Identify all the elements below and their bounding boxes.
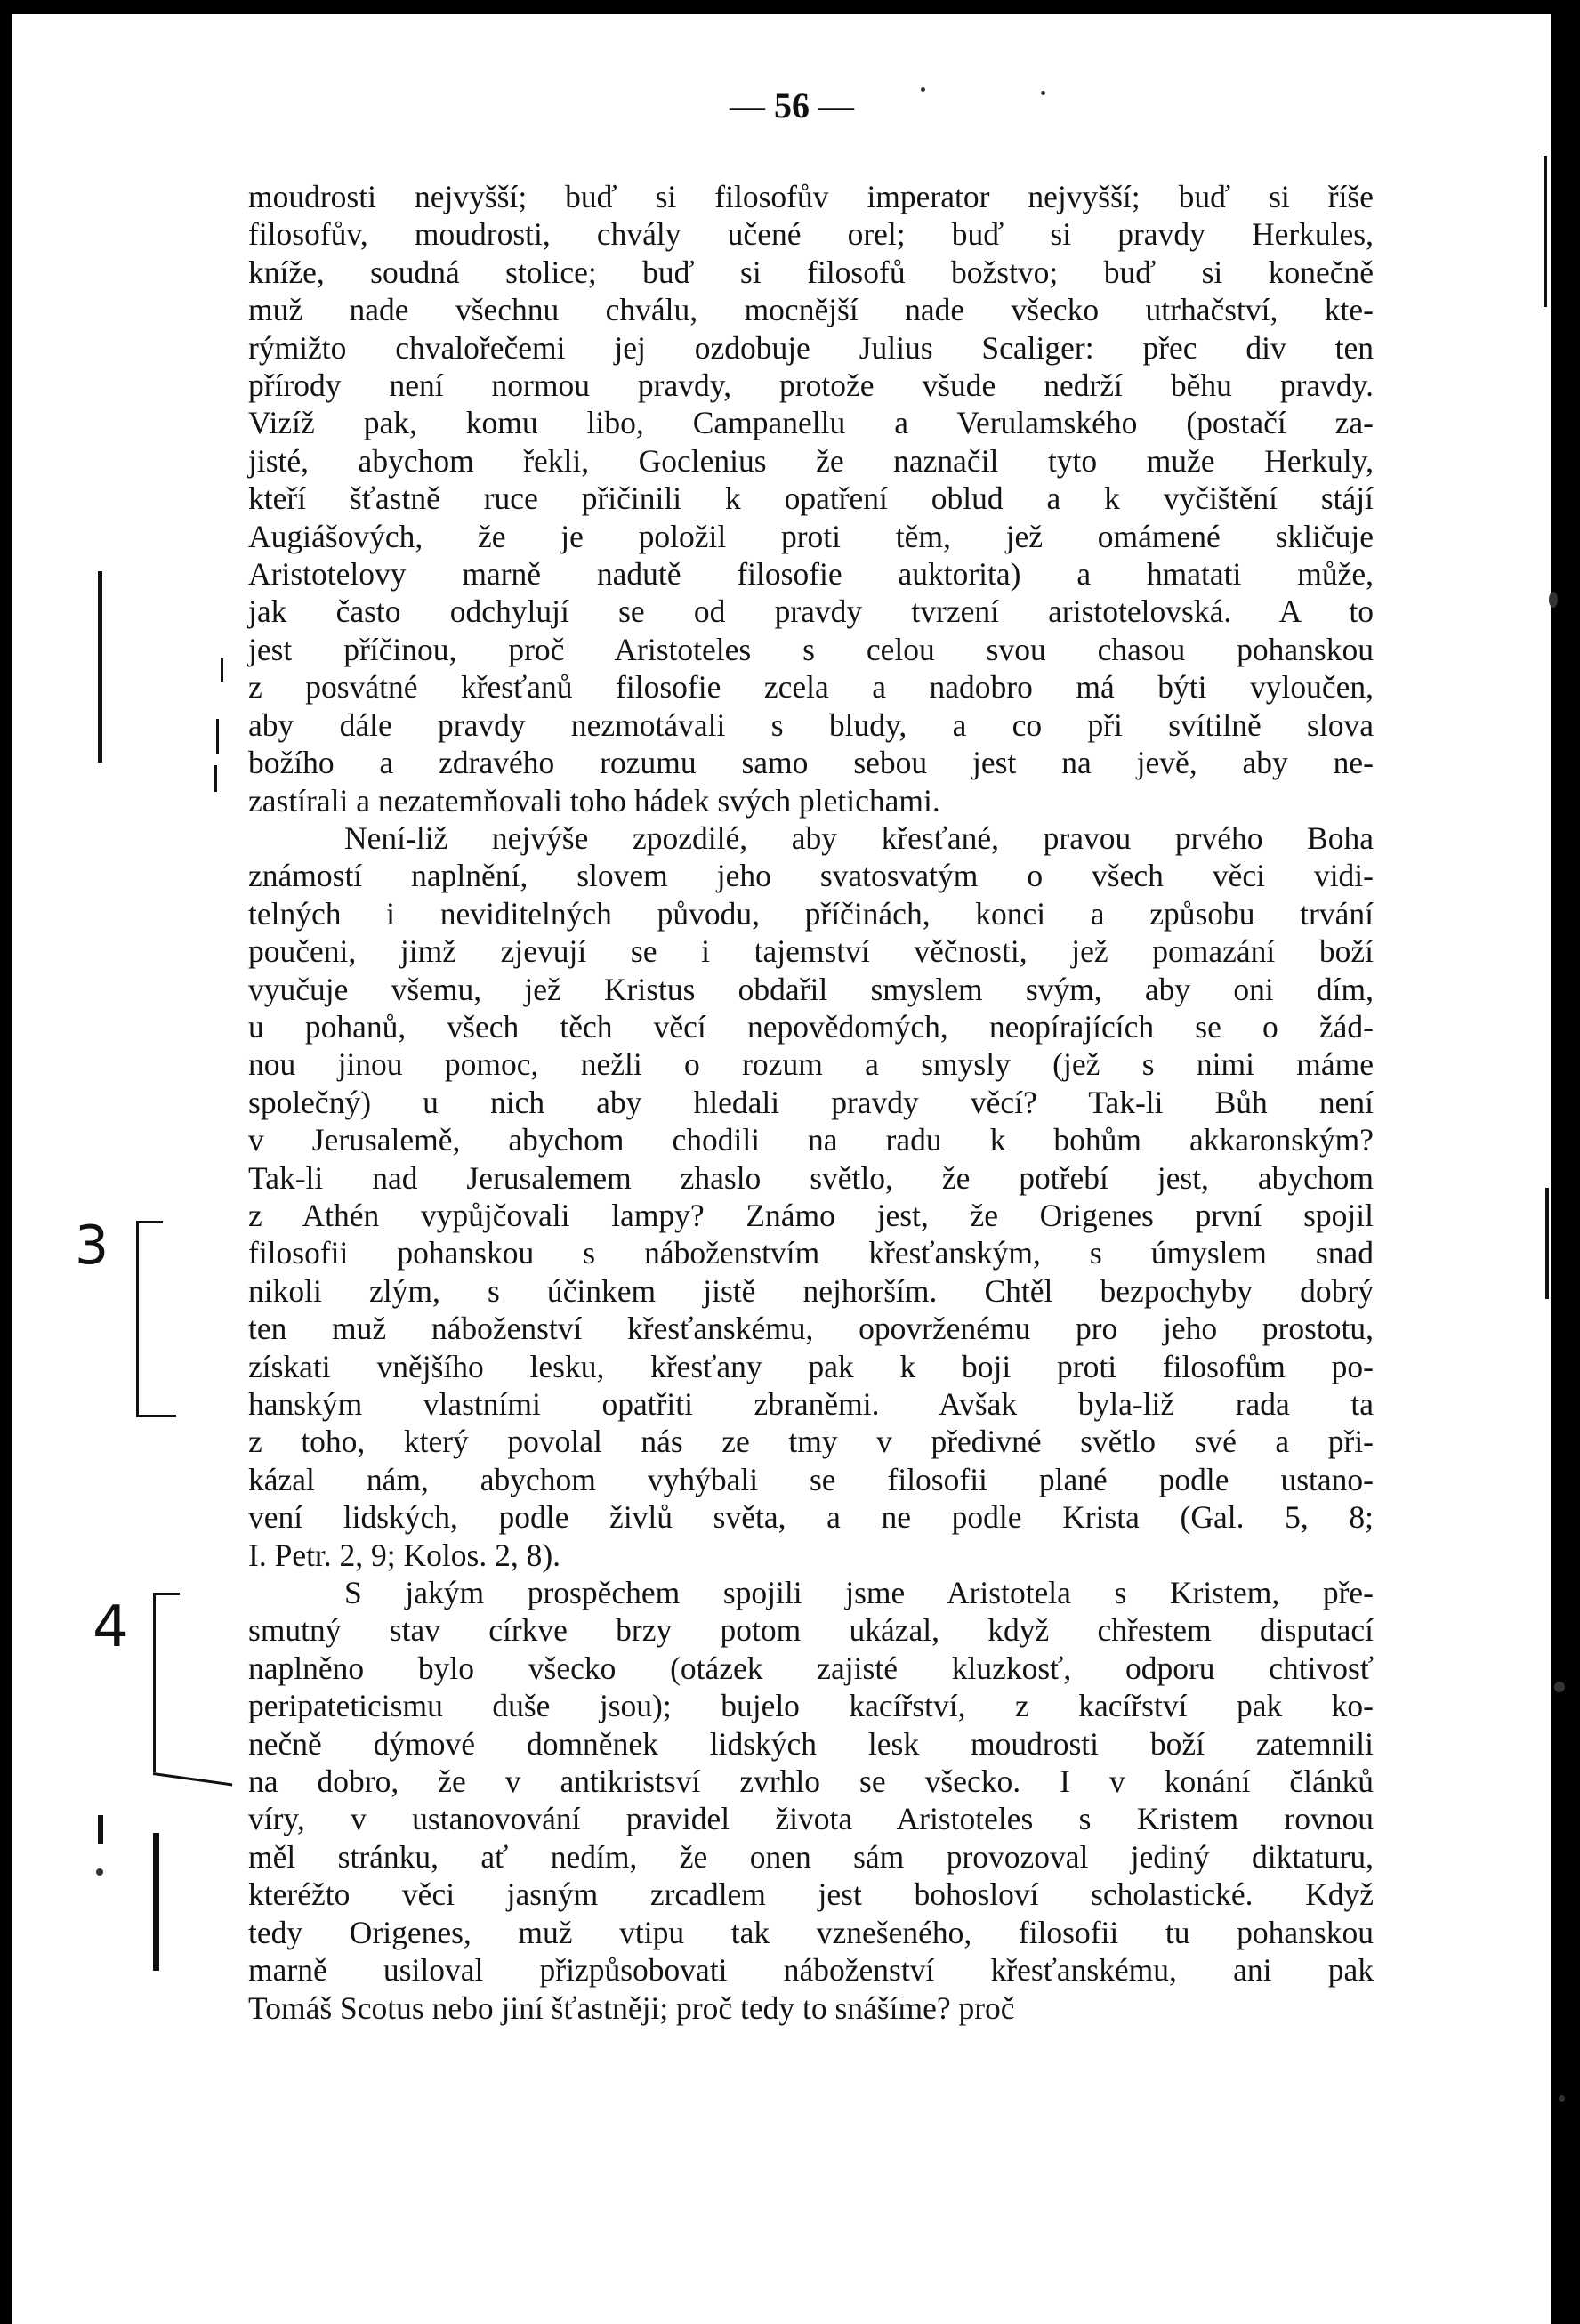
text-line: moudrosti nejvyšší; buď si filosofův imperator nejvyšší; buď si říše [248,179,1374,214]
margin-bar-5 [98,1815,103,1844]
margin-bracket-3-top [136,1221,163,1223]
text-line: hanským vlastními opatřiti zbraněmi. Avšak byla-liž rada ta [248,1386,1374,1422]
margin-bracket-3-bottom [136,1415,176,1417]
text-line: Není-liž nejvýše zpozdilé, aby křesťané, pravou prvého Boha [344,819,1374,856]
text-line: společný) u nich aby hledali pravdy věcí? Tak-li Bůh není [248,1084,1374,1120]
text-line: I. Petr. 2, 9; Kolos. 2, 8). [248,1537,561,1573]
text-line: známostí naplnění, slovem jeho svatosvatým o všech věci vidi- [248,858,1374,894]
text-line: jak často odchylují se od pravdy tvrzení aristotelovská. A to [248,593,1374,630]
text-line: u pohanů, všech těch věcí nepovědomých, neopírajících se o žád- [248,1008,1374,1045]
margin-bracket-4-top [153,1593,180,1595]
text-line: Augiášových, že je položil proti těm, jež omámené skličuje [248,518,1374,554]
text-line: nečně dýmové domněnek lidských lesk moudrosti boží zatemnili [248,1725,1374,1762]
right-edge-bar-1 [1544,156,1547,307]
text-line: kteréžto věci jasným zrcadlem jest bohosloví scholastické. Když [248,1876,1374,1913]
text-line: Tomáš Scotus nebo jiní šťastněji; proč tedy to snášíme? proč [248,1989,1015,2026]
text-line: božího a zdravého rozumu samo sebou jest na jevě, aby ne- [248,745,1374,781]
text-line: z posvátné křesťanů filosofie zcela a nadobro má býti vyloučen, [248,669,1374,706]
margin-bar-2 [221,658,223,682]
text-line: naplněno bylo všecko (otázek zajisté kluzkosť, odporu chtivosť [248,1650,1374,1686]
margin-bracket-4-vertical [153,1594,156,1772]
text-line: muž nade všechnu chválu, mocnější nade všecko utrhačství, kte- [248,292,1374,328]
text-line: vení lidských, podle živlů světa, a ne podle Krista (Gal. 5, 8; [248,1499,1374,1536]
text-line: kteří šťastně ruce přičinili k opatření oblud a k vyčištění stájí [248,480,1374,517]
margin-bar-4 [214,765,217,792]
header-dot-1 [921,87,925,92]
text-line: Tak-li nad Jerusalemem zhaslo světlo, že potřebí jest, abychom [248,1159,1374,1196]
text-line: získati vnějšího lesku, křesťany pak k boji proti filosofům po- [248,1348,1374,1384]
margin-bar-3 [216,719,219,754]
text-line: zastírali a nezatemňovali toho hádek svých pletichami. [248,782,940,819]
right-edge-dot-1 [1549,592,1558,608]
text-line: filosofii pohanskou s náboženstvím křesťanským, s úmyslem snad [248,1235,1374,1271]
right-edge-dot-2 [1554,1682,1565,1692]
text-line: peripateticismu duše jsou); bujelo kacířství, z kacířství pak ko- [248,1688,1374,1724]
page-number: — 56 — [730,85,854,125]
text-line: filosofův, moudrosti, chvály učené orel; buď si pravdy Herkules, [248,216,1374,253]
scan-border-top [0,0,1580,14]
text-line: smutný stav církve brzy potom ukázal, když chřestem disputací [248,1612,1374,1649]
text-line: jest příčinou, proč Aristoteles s celou svou chasou pohanskou [248,631,1374,667]
scan-border-right [1551,0,1580,2324]
text-line: aby dále pravdy nezmotávali s bludy, a co při svítilně slova [248,706,1374,743]
text-line: S jakým prospěchem spojili jsme Aristotela s Kristem, pře- [344,1575,1374,1611]
scan-border-left [0,0,12,2324]
right-edge-dot-3 [1559,2095,1565,2102]
text-line: z toho, který povolal nás ze tmy v předivné světlo své a při- [248,1424,1374,1460]
text-line: vyučuje všemu, jež Kristus obdařil smyslem svým, aby oni dím, [248,971,1374,1007]
text-line: kníže, soudná stolice; buď si filosofů božstvo; buď si konečně [248,254,1374,290]
text-line: na dobro, že v antikristsví zvrhlo se všecko. I v konání článků [248,1763,1374,1800]
text-line: víry, v ustanovování pravidel života Aristoteles s Kristem rovnou [248,1801,1374,1837]
margin-dot-left [96,1868,103,1876]
header-dot-2 [1041,91,1045,95]
text-line: poučeni, jimž zjevují se i tajemství věčnosti, jež pomazání boží [248,933,1374,970]
text-line: měl stránku, ať nedím, že onen sám provozoval jediný diktaturu, [248,1838,1374,1875]
body-text [248,178,1374,2027]
margin-bracket-3-vertical [136,1223,139,1415]
text-line: přírody není normou pravdy, protože všude nedrží běhu pravdy. [248,367,1374,404]
text-line: ten muž náboženství křesťanskému, opovrženému pro jeho prostotu, [248,1311,1374,1347]
text-line: rýmižto chvalořečemi jej ozdobuje Julius Scaliger: přec div ten [248,329,1374,366]
text-line: nikoli zlým, s účinkem jistě nejhorším. Chtěl bezpochyby dobrý [248,1272,1374,1309]
right-edge-bar-2 [1545,1188,1549,1299]
margin-bar-6 [153,1833,159,1971]
text-line: kázal nám, abychom vyhýbali se filosofii plané podle ustano- [248,1461,1374,1497]
text-line: v Jerusalemě, abychom chodili na radu k bohům akkaronským? [248,1122,1374,1158]
margin-note-4: 4 [93,1594,129,1660]
margin-bar-1 [98,571,102,763]
text-line: nou jinou pomoc, nežli o rozum a smysly (jež s nimi máme [248,1046,1374,1083]
text-line: marně usiloval přizpůsobovati náboženství křesťanskému, ani pak [248,1952,1374,1989]
text-line: Aristotelovy marně nadutě filosofie auktorita) a hmatati může, [248,556,1374,593]
margin-note-3: 3 [75,1214,109,1277]
text-line: Vizíž pak, komu libo, Campanellu a Verulamského (postačí za- [248,405,1374,441]
text-line: jisté, abychom řekli, Goclenius že naznačil tyto muže Herkuly, [248,442,1374,479]
margin-bracket-4-bottom [153,1772,233,1786]
text-line: tedy Origenes, muž vtipu tak vznešeného, filosofii tu pohanskou [248,1914,1374,1950]
text-line: z Athén vypůjčovali lampy? Známo jest, že Origenes první spojil [248,1197,1374,1233]
text-line: telných i neviditelných původu, příčinách, konci a způsobu trvání [248,895,1374,932]
